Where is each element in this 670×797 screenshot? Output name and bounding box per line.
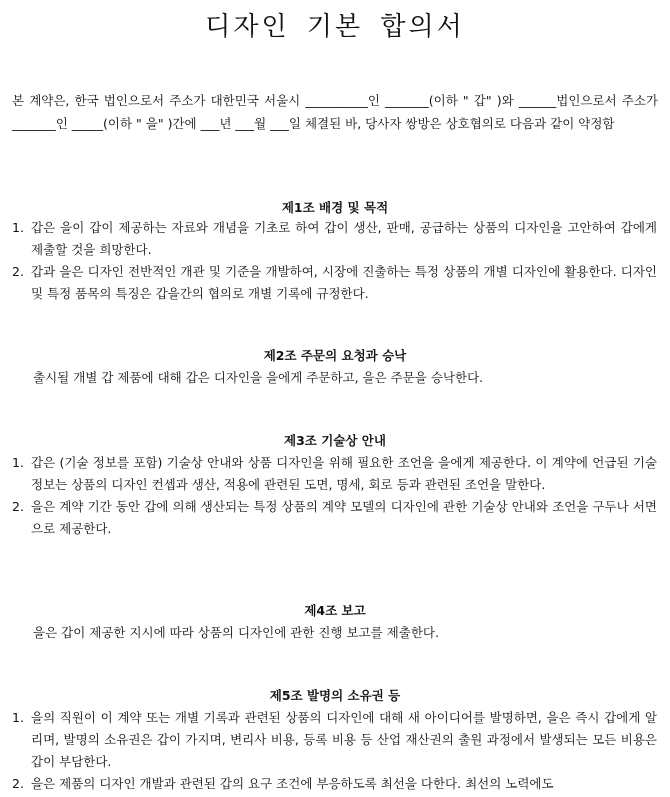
clause-number: 1.: [12, 455, 24, 470]
section-1-clauses: [12, 217, 657, 305]
section-3-clauses: [12, 452, 657, 540]
clause-1-1: [12, 217, 657, 261]
clause-text: 을은 제품의 디자인 개발과 관련된 갑의 요구 조건에 부응하도록 최선을 다한다. 최선의 노력에도: [31, 776, 554, 791]
section-title-3: 제3조 기술상 안내: [284, 433, 386, 448]
clause-text: 갑과 을은 디자인 전반적인 개관 및 기준을 개발하여, 시장에 진출하는 특정 상품의 개별 디자인에 활용한다. 디자인 및 특정 품목의 특징은 갑을간의 협의로 개별 기록에 규정한다.: [31, 264, 657, 301]
clause-5-1: [12, 707, 657, 773]
clause-1-2: [12, 261, 657, 305]
clause-3-1: [12, 452, 657, 496]
clause-number: 2.: [12, 499, 24, 514]
section-5-clauses: [12, 707, 657, 795]
section-title-4: 제4조 보고: [304, 603, 366, 618]
section-title-5: 제5조 발명의 소유권 등: [269, 688, 401, 703]
clause-number: 2.: [12, 776, 24, 791]
clause-text: 을의 직원이 이 계약 또는 개별 기록과 관련된 상품의 디자인에 대해 새 아이디어를 발명하면, 을은 즉시 갑에게 알리며, 발명의 소유권은 갑이 가지며, 변리사 비용, 등록 비용 등 산업 재산권의 출원 과정에서 발생되는 모든 비용은 갑이 부담한다.: [31, 710, 657, 769]
clause-number: 1.: [12, 220, 24, 235]
clause-number: 1.: [12, 710, 24, 725]
intro-paragraph: 본 계약은, 한국 법인으로서 주소가 대한민국 서울시 __________인 _______(이하 " 갑" )와 ______법인으로서 주소가 _______인 _____(이하 " 을" )간에 ___년 ___월 ___일 체결된 바, 당사자 쌍방은 상호협의로 다음과 같이 약정함: [12, 93, 658, 131]
section-2-text: 출시될 개별 갑 제품에 대해 갑은 디자인을 을에게 주문하고, 을은 주문을 승낙한다.: [33, 370, 484, 385]
clause-text: 을은 계약 기간 동안 갑에 의해 생산되는 특정 상품의 계약 모델의 디자인에 관한 기술상 안내와 조언을 구두나 서면으로 제공한다.: [31, 499, 657, 536]
section-title-2: 제2조 주문의 요청과 승낙: [263, 348, 407, 363]
clause-text: 갑은 (기술 정보를 포함) 기술상 안내와 상품 디자인을 위해 필요한 조언을 을에게 제공한다. 이 계약에 언급된 기술 정보는 상품의 디자인 컨셉과 생산, 적용에 관련된 도면, 명세, 회로 등과 관련된 조언을 말한다.: [31, 455, 657, 492]
section-4-text: 을은 갑이 제공한 지시에 따라 상품의 디자인에 관한 진행 보고를 제출한다.: [33, 625, 439, 640]
clause-5-2: [12, 773, 657, 795]
document-title: 디자인 기본 합의서: [205, 12, 465, 42]
clause-3-2: [12, 496, 657, 540]
section-title-1: 제1조 배경 및 목적: [281, 200, 389, 215]
clause-number: 2.: [12, 264, 24, 279]
clause-text: 갑은 을이 갑이 제공하는 자료와 개념을 기초로 하여 갑이 생산, 판매, 공급하는 상품의 디자인을 고안하여 갑에게 제출할 것을 희망한다.: [31, 220, 657, 257]
